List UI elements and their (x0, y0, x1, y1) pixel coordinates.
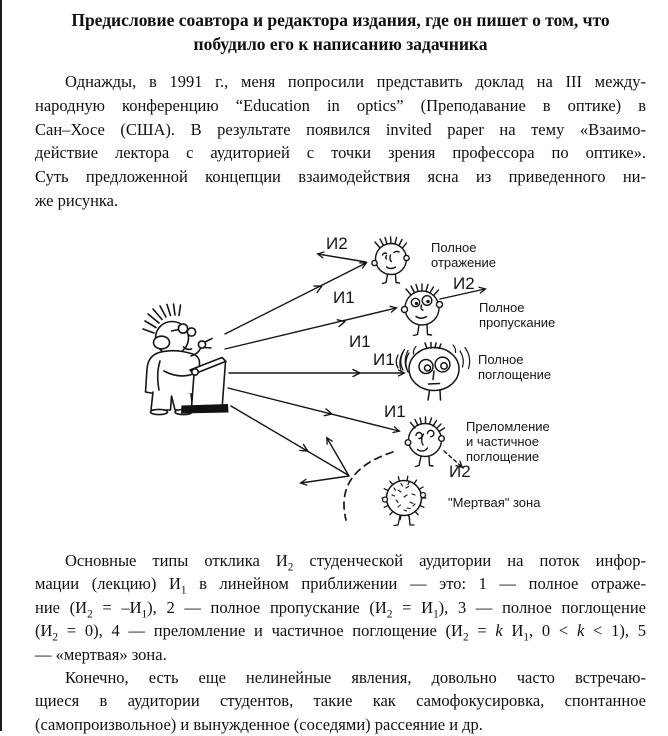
text-line: Однажды, в 1991 г., меня попросили представить доклад на III между- (65, 72, 646, 91)
caption-refraction-1: Преломление (466, 419, 550, 434)
text-line: же рисунка. (35, 190, 119, 210)
dead-zone-boundary-arc (344, 452, 393, 520)
caption-full-absorption-2: поглощение (478, 367, 552, 382)
reflected-ray-i2 (318, 254, 366, 262)
face-legs (394, 516, 414, 526)
caption-full-reflection-1: Полное (431, 240, 477, 255)
text-line: — «мертвая» зона. (35, 644, 167, 664)
i1-ray-label: И1 (384, 402, 406, 421)
face-mouth (429, 384, 440, 385)
title-line-1: Предисловие соавтора и редактора издания, где он пишет о том, что (71, 10, 610, 30)
lecturer-audience-figure (0, 222, 668, 542)
caption-full-reflection-2: отражение (431, 255, 496, 270)
caption-refraction-2: и частичное (466, 434, 540, 449)
i1-ray-label: И1 (349, 332, 371, 351)
i2-ray-label: И2 (453, 274, 475, 293)
ray-to-dead-zone (231, 406, 348, 475)
scattered-ray-left (301, 476, 349, 483)
face-nose (433, 371, 434, 380)
text-line: Сан–Хосе (США). В результате появился invited paper на тему «Взаимо- (35, 119, 646, 139)
face-pupil (426, 300, 429, 303)
face-ear (402, 307, 408, 313)
face-pupil (415, 302, 418, 305)
face-ear (437, 302, 443, 308)
page-title (35, 9, 646, 56)
text-line: действие лектора с аудиторией с точки зрения профессора по оптике». (35, 143, 646, 163)
face-legs (416, 457, 434, 467)
face-ear (405, 440, 411, 446)
lecturer-foot (151, 409, 168, 414)
text-line: Суть предложенной концепции взаимодействия ясна из приведенного ни- (35, 167, 646, 187)
i2-ray-label: И2 (326, 234, 348, 253)
face-full-transmission (402, 284, 443, 336)
text-line: (самопроизвольное) и вынужденное (соседями) рассеяние и др. (35, 714, 483, 734)
face-ear (383, 497, 388, 502)
lecturer-nose (154, 336, 170, 349)
text-line: народную конференцию “Education in optics” (Преподавание в оптике) в (35, 95, 646, 115)
face-neck (428, 390, 441, 400)
caption-full-absorption-1: Полное (478, 352, 524, 367)
text-line: Конечно, есть еще нелинейные явления, довольно часто встречаю- (65, 668, 646, 687)
paragraph-nonlinear (35, 666, 646, 736)
caption-full-transmission-2: пропускание (479, 315, 556, 330)
face-pupil (425, 365, 431, 371)
ray-to-refraction (228, 388, 399, 431)
face-ear (439, 436, 445, 442)
title-line-2: побудило его к написанию задачника (193, 33, 488, 54)
face-ear (421, 493, 426, 498)
ray-direction-tick (314, 283, 323, 292)
text-line: Основные типы отклика $И_2$ студенческой аудитории на поток инфор- (65, 551, 647, 574)
face-dead-zone (382, 476, 426, 525)
lectern-base (181, 404, 229, 414)
face-ear (404, 255, 409, 260)
text-line: мации (лекцию) $И_1$ в линейном приближении — это: 1 — полное отраже- (35, 574, 647, 597)
face-legs (383, 275, 400, 284)
face-full-reflection (372, 237, 409, 284)
face-legs (414, 325, 432, 336)
i2-ray-label: И2 (449, 462, 471, 481)
face-pupil (441, 363, 447, 369)
text-line: ние $(И_2 = -И_1)$, 2 — полное пропускание $(И_2 = И_1)$, 3 — полное поглощение (35, 597, 646, 621)
lecturer-hand-on-lectern (192, 369, 198, 375)
paragraph-response-types (35, 549, 646, 666)
caption-dead-zone: "Мертвая" зона (448, 495, 541, 510)
face-full-absorption (400, 343, 470, 401)
face-ear (372, 260, 377, 265)
i1-ray-label: И1 (373, 350, 395, 369)
i1-ray-label: И1 (333, 288, 355, 307)
lecturer-figure (143, 304, 229, 415)
caption-refraction-3: поглощение (466, 449, 540, 464)
paragraph-intro (35, 70, 646, 213)
text-line: щиеся в аудитории студентов, такие как самофокусировка, спонтанное (35, 691, 646, 711)
caption-full-transmission-1: Полное (479, 300, 525, 315)
face-refraction-partial-absorption (405, 417, 444, 467)
text-line: $(И_2 = 0)$, 4 — преломление и частичное поглощение ($И_2 = k$ $И_1$, 0 < k < 1), 5 (35, 621, 646, 644)
scattered-ray-up (327, 438, 349, 476)
